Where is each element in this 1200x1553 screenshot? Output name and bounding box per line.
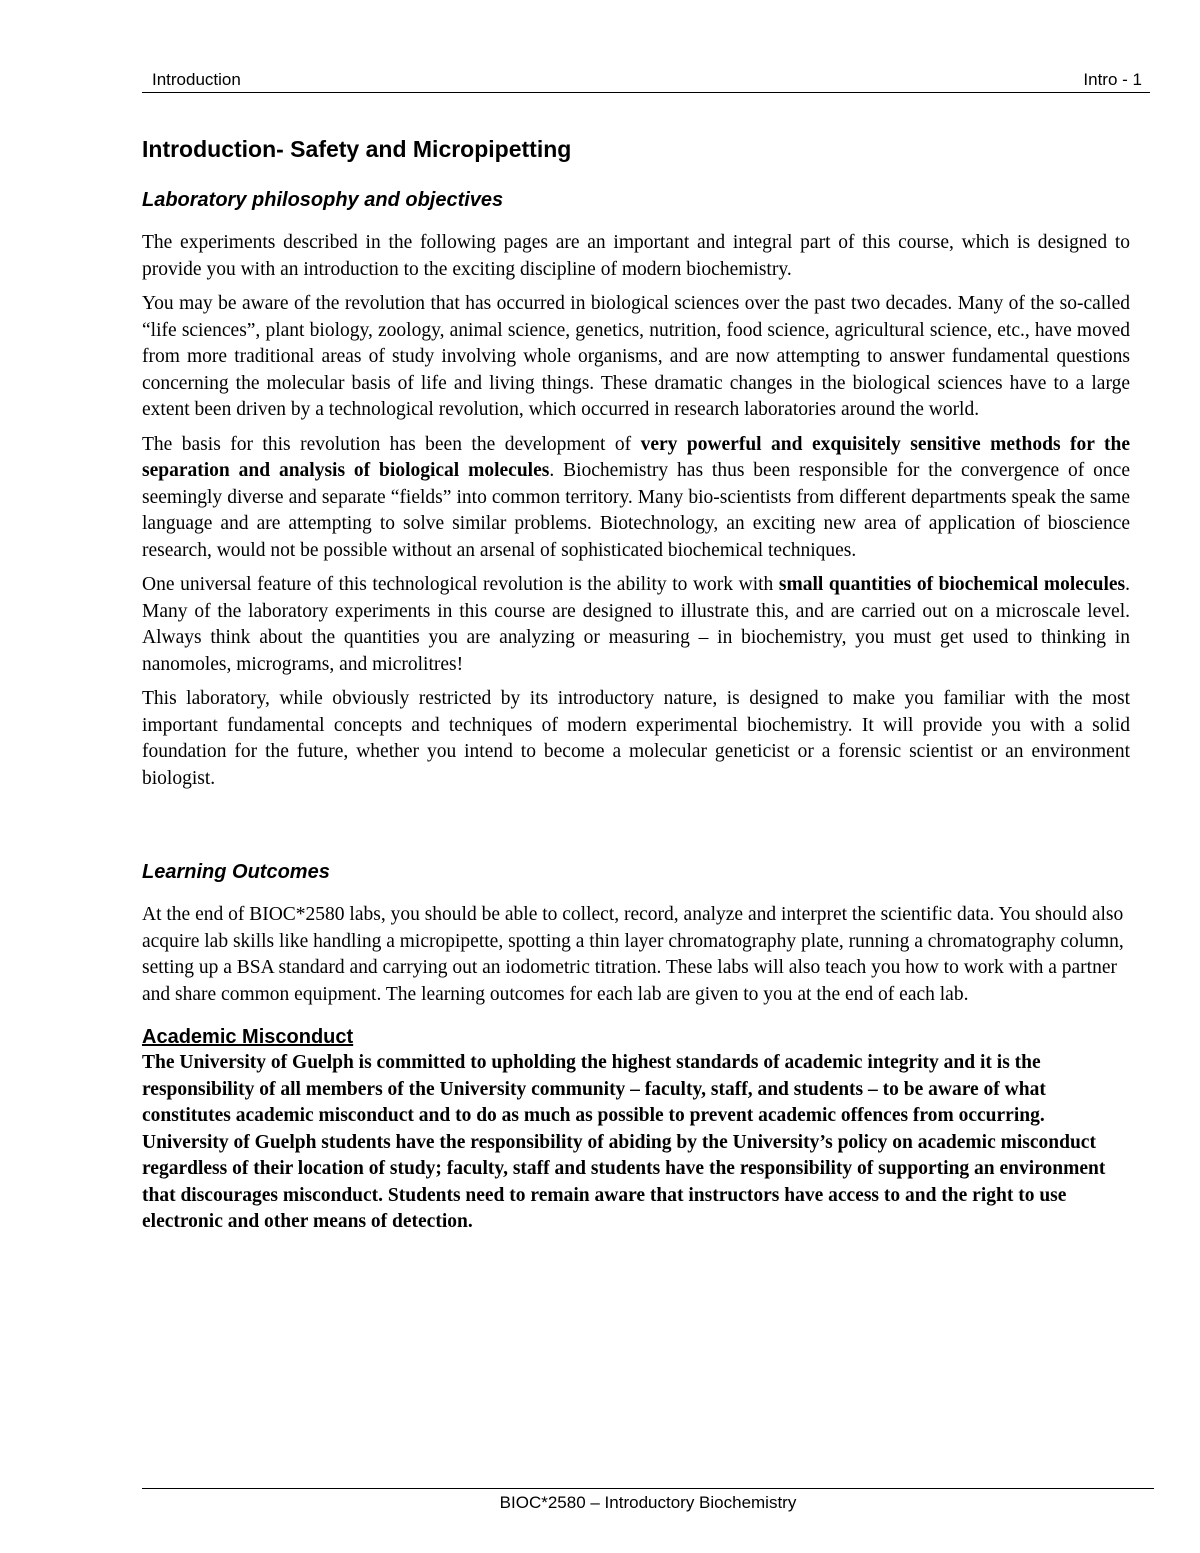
paragraph-small-quantities-text-a: One universal feature of this technological revolution is the ability to work with <box>142 574 779 595</box>
page-content <box>142 132 1130 1236</box>
footer-course-title: BIOC*2580 – Introductory Biochemistry <box>499 1493 797 1512</box>
paragraph-intro: The experiments described in the following pages are an important and integral part of this course, which is designed to provide you with an introduction to the exciting discipline of modern biochemistry. <box>142 232 1130 280</box>
paragraph-small-quantities-emphasis: small quantities of biochemical molecules <box>778 574 1126 595</box>
paragraph-academic-misconduct: The University of Guelph is committed to upholding the highest standards of academic integrity and it is the responsibility of all members of the University community – faculty, staff, and students – to be aware of what constitutes academic misconduct and to do as much as possible to prevent academic offences from occurring. University of Guelph students have the responsibility of abiding by the University’s policy on academic misconduct regardless of their location of study; faculty, staff and students have the responsibility of supporting an environment that discourages misconduct. Students need to remain aware that instructors have access to and the right to use electronic and other means of detection. <box>142 1052 1106 1232</box>
section-heading-academic-misconduct: Academic Misconduct <box>142 1026 354 1048</box>
header-section-name: Introduction <box>152 70 241 89</box>
paragraph-small-quantities-text-b: . Many of the laboratory experiments in this course are designed to illustrate this, and are carried out on a microscale level. Always think about the quantities you are analyzing or measuring – in biochemistry, you must get used to thinking in nanomoles, micrograms, and microlitres! <box>142 574 1130 675</box>
section-heading-learning-outcomes: Learning Outcomes <box>142 861 330 883</box>
paragraph-revolution: You may be aware of the revolution that has occurred in biological sciences over the past two decades. Many of the so-called “life sciences”, plant biology, zoology, animal science, genetics, nutrition, food science, agricultural science, etc., have moved from more traditional areas of study involving whole organisms, and are now attempting to answer fundamental questions concerning the molecular basis of life and living things. These dramatic changes in the biological sciences have to a large extent been driven by a technological revolution, which occurred in research laboratories around the world. <box>142 293 1130 420</box>
paragraph-basis-text-a: The basis for this revolution has been the development of <box>142 433 641 455</box>
paragraph-learning-outcomes: At the end of BIOC*2580 labs, you should be able to collect, record, analyze and interpret the scientific data. You should also acquire lab skills like handling a micropipette, spotting a thin layer chromatography plate, running a chromatography column, setting up a BSA standard and carrying out an iodometric titration. These labs will also teach you how to work with a partner and share common equipment. The learning outcomes for each lab are given to you at the end of each lab. <box>142 904 1124 1005</box>
running-footer <box>142 1488 1154 1513</box>
paragraph-basis-text-b: . Biochemistry has thus been responsible for the convergence of once seemingly diverse and separate “fields” into common territory. Many bio-scientists from different departments speak the same language and are attempting to solve similar problems. Biotechnology, an exciting new area of application of bioscience research, would not be possible without an arsenal of sophisticated biochemical techniques. <box>142 460 1130 561</box>
running-header <box>142 70 1150 93</box>
paragraph-basis <box>142 432 1130 565</box>
paragraph-laboratory: This laboratory, while obviously restricted by its introductory nature, is designed to make you familiar with the most important fundamental concepts and techniques of modern experimental biochemistry. It will provide you with a solid foundation for the future, whether you intend to become a molecular geneticist or a forensic scientist or an environment biologist. <box>142 688 1130 789</box>
paragraph-basis-emphasis: very powerful and exquisitely sensitive methods for the separation and analysis of biological molecules <box>142 433 1131 481</box>
page-title: Introduction- Safety and Micropipetting <box>142 136 572 162</box>
header-page-number: Intro - 1 <box>1083 70 1142 89</box>
paragraph-small-quantities <box>142 572 1130 678</box>
section-heading-philosophy: Laboratory philosophy and objectives <box>142 189 504 211</box>
